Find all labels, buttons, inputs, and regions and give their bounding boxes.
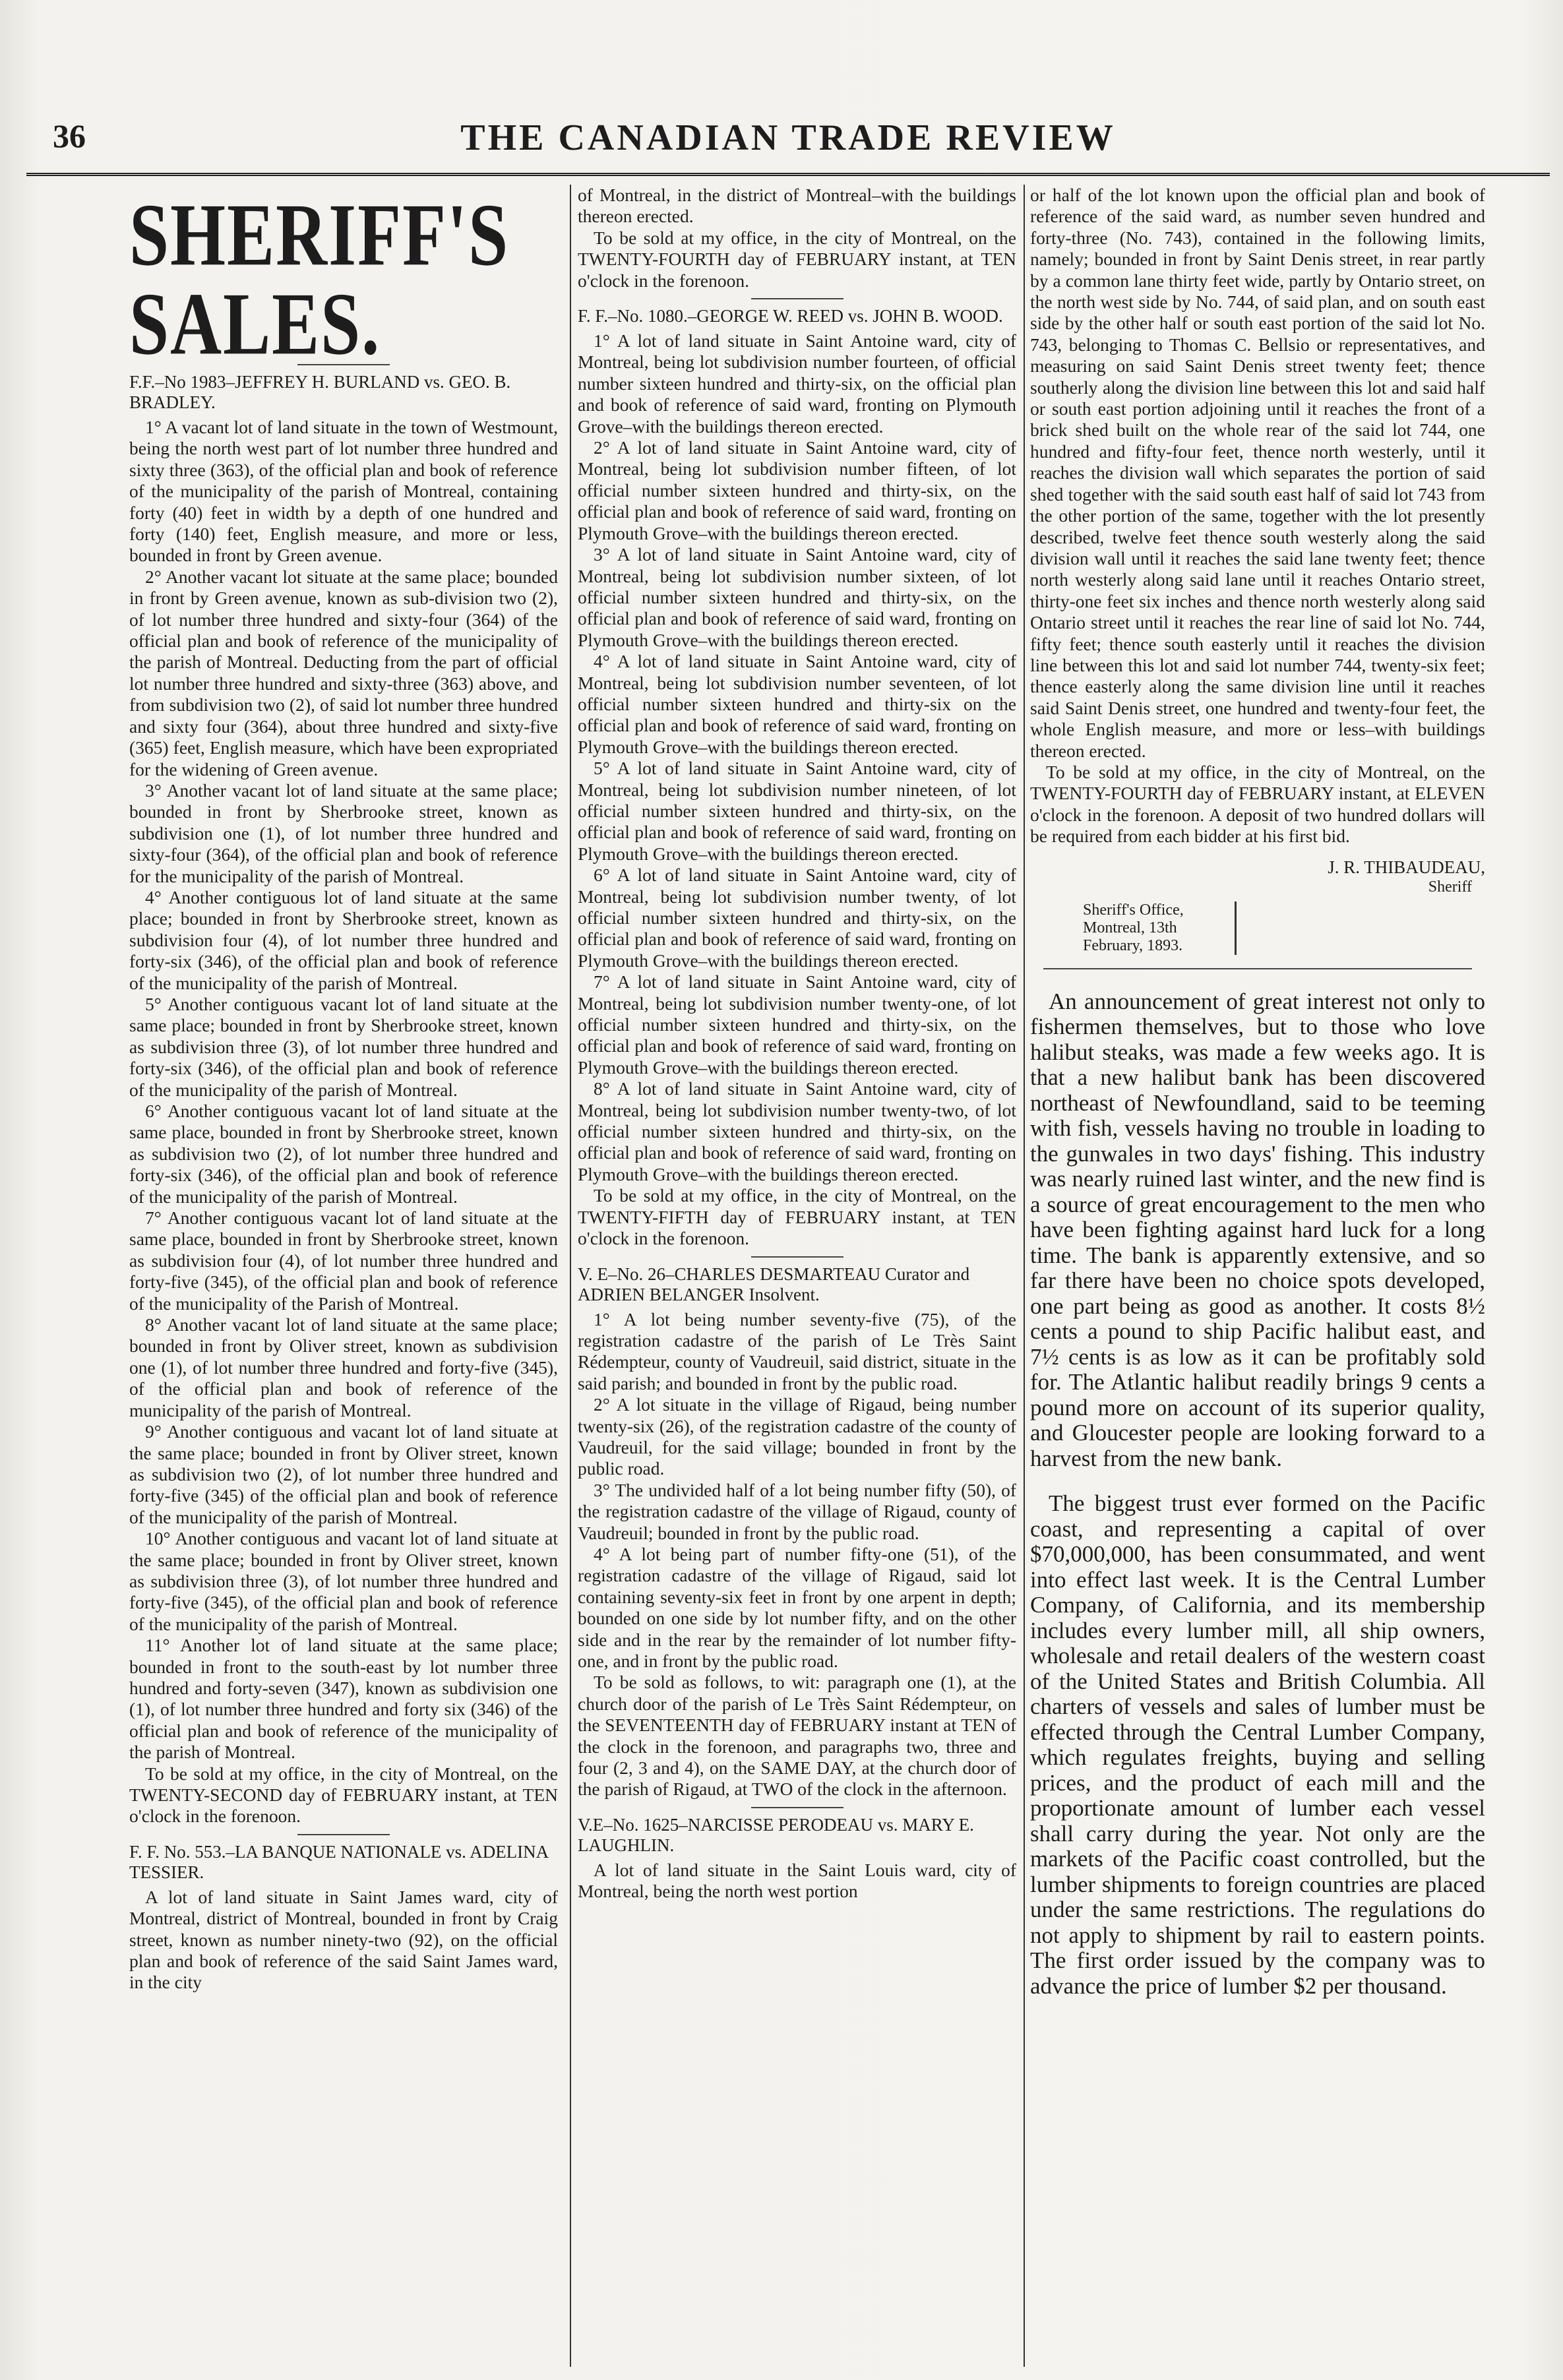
sale-notice: To be sold at my office, in the city of Montreal, on the TWENTY-SECOND day of FEBRUARY instant, at TEN o'clock in the forenoon.: [129, 1763, 558, 1827]
legal-paragraph: or half of the lot known upon the official plan and book of reference of the said ward, as number seven hundred and forty-three (No. 743), contained in the following limits, namely; bounded in front by Saint Denis street, in rear partly by a common lane thirty feet wide, partly by Ontario street, on the north west side by No. 744, of said plan, and on south east side by the other half or south east portion of the said lot No. 743, belonging to Thomas C. Bellsio or representatives, and measuring on said Saint Denis street twenty feet; thence southerly along the division line between this lot and said half or south east portion adjoining until it reaches the front of a brick shed built on the whole rear of the said lot 744, one hundred and fifty-four feet, thence north westerly, until it reaches the division wall which separates the portion of said shed together with the said south east half of said lot 743 from the other portion of the same, together with the lot presently described, twelve feet thence south westerly along the said division wall until it reaches the said lane twenty feet; thence north westerly along said lane until it reaches Ontario street, thirty-one feet six inches and thence north westerly along said Ontario street until it reaches the rear line of said lot No. 744, fifty feet; thence south easterly until it reaches the division line between this lot and said lot number 744, twenty-six feet; thence easterly along the same division line until it reaches said Saint Denis street, one hundred and twenty-four feet, the whole English measure, and more or less–with buildings thereon erected.: [1030, 185, 1485, 761]
case-heading: V. E–No. 26–CHARLES DESMARTEAU Curator and ADRIEN BELANGER Insolvent.: [578, 1264, 970, 1304]
legal-paragraph: 8° Another vacant lot of land situate at the same place; bounded in front by Oliver street, known as subdivision one (1), of lot number three hundred and forty-five (345), of the official plan and book of reference of the municipality of the parish of Montreal.: [129, 1314, 558, 1420]
legal-paragraph: A lot of land situate in the Saint Louis ward, city of Montreal, being the north west portion: [578, 1859, 1016, 1902]
legal-paragraph: 3° The undivided half of a lot being number fifty (50), of the registration cadastre of the village of Rigaud, county of Vaudreuil; bounded in front by the public road.: [578, 1479, 1016, 1543]
page-number: 36: [53, 117, 86, 154]
legal-paragraph: 6° Another contiguous vacant lot of land situate at the same place, bounded in front by Sherbrooke street, known as subdivision two (2), of lot number three hundred and forty-six (346), of the official plan and book of reference of the municipality of the parish of Montreal.: [129, 1101, 558, 1207]
legal-paragraph: 3° Another vacant lot of land situate at the same place; bounded in front by Sherbrooke street, known as subdivision one (1), of lot number three hundred and sixty-four (364), of the official plan and book of reference for the municipality of the parish of Montreal.: [129, 779, 558, 886]
legal-paragraph: of Montreal, in the district of Montreal–with the buildings thereon erected.: [578, 185, 1016, 227]
legal-paragraph: 7° A lot of land situate in Saint Antoine ward, city of Montreal, being lot subdivision number twenty-one, of lot official number sixteen hundred and thirty-six, on the official plan and book of reference of said ward, fronting on Plymouth Grove–with the buildings thereon erected.: [578, 971, 1016, 1078]
case-heading: V.E–No. 1625–NARCISSE PERODEAU vs. MARY E. LAUGHLIN.: [578, 1814, 974, 1855]
page-header: [40, 102, 1537, 175]
legal-paragraph: 7° Another contiguous vacant lot of land situate at the same place, bounded in front by Sherbrooke street, known as subdivision four (4), of lot number three hundred and forty-five (345), of the official plan and book of reference of the municipality of the Parish of Montreal.: [129, 1207, 558, 1314]
masthead-title: THE CANADIAN TRADE REVIEW: [460, 117, 1116, 158]
sale-notice: To be sold at my office, in the city of Montreal, on the TWENTY-FIFTH day of FEBRUARY instant, at TEN o'clock in the forenoon.: [578, 1185, 1016, 1249]
case-heading: F. F. No. 553.–LA BANQUE NATIONALE vs. ADELINA TESSIER.: [129, 1841, 548, 1882]
divider: [751, 1256, 843, 1258]
sheriff-title: Sheriff: [1428, 878, 1472, 896]
legal-paragraph: 2° Another vacant lot situate at the same place; bounded in front by Green avenue, known as sub-division two (2), of lot number three hundred and sixty-four (364) of the official plan and book of reference of the municipality of the parish of Montreal. Deducting from the part of official lot number three hundred and sixty-three (363) above, and from subdivision two (2), of said lot number three hundred and sixty four (364), about three hundred and sixty-five (365) feet, English measure, which have been expropriated for the widening of Green avenue.: [129, 566, 558, 779]
divider: [751, 1807, 843, 1808]
sale-notice: To be sold as follows, to wit: paragraph one (1), at the church door of the parish of Le Très Saint Rédempteur, on the SEVENTEENTH day of FEBRUARY instant at TEN of the clock in the forenoon, and paragraphs two, three and four (2, 3 and 4), on the SAME DAY, at the church door of the parish of Rigaud, at TWO of the clock in the afternoon.: [578, 1672, 1016, 1800]
header-rule: [26, 173, 1550, 176]
divider: [751, 298, 843, 299]
case-heading: F. F.–No. 1080.–GEORGE W. REED vs. JOHN B. WOOD.: [578, 306, 1003, 326]
news-paragraph: The biggest trust ever formed on the Pacific coast, and representing a capital of over $70,000,000, has been consummated, and went into effect last week. It is the Central Lumber Company, of California, and its membership includes every lumber mill, all ship owners, wholesale and retail dealers of the western coast of the United States and British Columbia. All charters of vessels and sales of lumber must be effected through the Central Lumber Company, which regulates freights, buying and selling prices, and the product of each mill and the proportionate amount of lumber each vessel shall carry during the year. Not only are the markets of the Pacific coast controlled, but the lumber shipments to foreign countries are placed under the same restrictions. The regulations do not apply to shipment by rail to eastern points. The first order issued by the company was to advance the price of lumber $2 per thousand.: [1030, 1490, 1485, 1999]
column-divider: [570, 185, 571, 2367]
legal-paragraph: 8° A lot of land situate in Saint Antoine ward, city of Montreal, being lot subdivision number twenty-two, of lot official number sixteen hundred and thirty-six, on the official plan and book of reference of said ward, fronting on Plymouth Grove–with the buildings thereon erected.: [578, 1078, 1016, 1184]
legal-paragraph: 11° Another lot of land situate at the same place; bounded in front to the south-east by lot number three hundred and forty-seven (347), known as subdivision one (1), of lot number three hundred and forty six (346) of the official plan and book of reference of the municipality of the parish of Montreal.: [129, 1635, 558, 1763]
news-paragraph: An announcement of great interest not only to fishermen themselves, but to those who love halibut steaks, was made a few weeks ago. It is that a new halibut bank has been discovered northeast of Newfoundland, said to be teeming with fish, vessels having no trouble in loading to the gunwales in two days' fishing. This industry was nearly ruined last winter, and the new find is a source of great encouragement to the men who have been fighting against hard luck for a long time. The bank is apparently extensive, and so far there have been no choice spots developed, one part being as good as another. It costs 8½ cents a pound to ship Pacific halibut east, and 7½ cents is as low as it can be profitably sold for. The Atlantic halibut readily brings 9 cents a pound more on account of its superior quality, and Gloucester people are looking forward to a harvest from the new bank.: [1030, 988, 1485, 1471]
legal-paragraph: 2° A lot of land situate in Saint Antoine ward, city of Montreal, being lot subdivision number fifteen, of lot official number sixteen hundred and thirty-six, on the official plan and book of reference of said ward, fronting on Plymouth Grove–with the buildings thereon erected.: [578, 437, 1016, 543]
office-note: Sheriff's Office, Montreal, 13th February, 1893.: [1083, 901, 1237, 955]
legal-paragraph: 4° A lot of land situate in Saint Antoine ward, city of Montreal, being lot subdivision number seventeen, of lot official number sixteen hundred and thirty-six on the official plan and book of reference of said ward, fronting on Plymouth Grove–with the buildings thereon erected.: [578, 651, 1016, 757]
legal-paragraph: 1° A vacant lot of land situate in the town of Westmount, being the north west part of lot number three hundred and sixty three (363), of the official plan and book of reference of the municipality of the parish of Montreal, containing forty (40) feet in width by a depth of one hundred and forty (140) feet, English measure, and more or less, bounded in front by Green avenue.: [129, 417, 558, 566]
legal-paragraph: 5° A lot of land situate in Saint Antoine ward, city of Montreal, being lot subdivision number nineteen, of lot official number sixteen hundred and thirty-six, on the official plan and book of reference of said ward, fronting on Plymouth Grove–with the buildings thereon erected.: [578, 758, 1016, 864]
legal-paragraph: 2° A lot situate in the village of Rigaud, being number twenty-six (26), of the registration cadastre of the county of Vaudreuil, for the said village; bounded in front by the public road.: [578, 1394, 1016, 1479]
column-right: [1030, 185, 1485, 2367]
legal-paragraph: 5° Another contiguous vacant lot of land situate at the same place; bounded in front by Sherbrooke street, known as subdivision three (3), of lot number three hundred and forty-six (346), of the official plan and book of reference of the municipality of the parish of Montreal.: [129, 993, 558, 1100]
legal-paragraph: 1° A lot of land situate in Saint Antoine ward, city of Montreal, being lot subdivision number fourteen, of official number sixteen hundred and thirty-six, on the official plan and book of reference of said ward, fronting on Plymouth Grove–with the buildings thereon erected.: [578, 330, 1016, 437]
section-title: SHERIFF'S SALES.: [129, 186, 510, 374]
column-left: [129, 185, 558, 2367]
sale-notice: To be sold at my office, in the city of Montreal, on the TWENTY-FOURTH day of FEBRUARY instant, at ELEVEN o'clock in the forenoon. A deposit of two hundred dollars will be required from each bidder at his first bid.: [1030, 761, 1485, 847]
legal-paragraph: 3° A lot of land situate in Saint Antoine ward, city of Montreal, being lot subdivision number sixteen, of lot official number sixteen hundred and thirty-six, on the official plan and book of reference of said ward, fronting on Plymouth Grove–with the buildings thereon erected.: [578, 544, 1016, 650]
legal-paragraph: 6° A lot of land situate in Saint Antoine ward, city of Montreal, being lot subdivision number twenty, of lot official number sixteen hundred and thirty-six, on the official plan and book of reference of said ward, fronting on Plymouth Grove–with the buildings thereon erected.: [578, 865, 1016, 971]
case-heading: F.F.–No 1983–JEFFREY H. BURLAND vs. GEO. B. BRADLEY.: [129, 372, 511, 412]
legal-paragraph: 4° A lot being part of number fifty-one (51), of the registration cadastre of the village of Rigaud, said lot containing seventy-six feet in front by one arpent in depth; bounded on one side by lot number fifty, and on the other side and in the rear by the remainder of lot number fifty-one, and in front by the public road.: [578, 1543, 1016, 1671]
legal-paragraph: 1° A lot being number seventy-five (75), of the registration cadastre of the parish of Le Très Saint Rédempteur, county of Vaudreuil, said district, situate in the said parish; and bounded in front by the public road.: [578, 1308, 1016, 1393]
legal-paragraph: A lot of land situate in Saint James ward, city of Montreal, district of Montreal, bounded in front by Craig street, known as number ninety-two (92), on the official plan and book of reference of the said Saint James ward, in the city: [129, 1886, 558, 1993]
divider: [1043, 968, 1472, 969]
column-divider: [1024, 185, 1025, 2367]
sheriff-name: J. R. THIBAUDEAU,: [1328, 857, 1485, 877]
sale-notice: To be sold at my office, in the city of Montreal, on the TWENTY-FOURTH day of FEBRUARY instant, at TEN o'clock in the forenoon.: [578, 227, 1016, 291]
legal-paragraph: 4° Another contiguous lot of land situate at the same place; bounded in front by Sherbrooke street, known as subdivision four (4), of lot number three hundred and forty-six (346), of the official plan and book of reference of the municipality of the parish of Montreal.: [129, 886, 558, 993]
column-middle: [578, 185, 1016, 2367]
divider: [297, 1834, 390, 1835]
legal-paragraph: 9° Another contiguous and vacant lot of land situate at the same place; bounded in front by Oliver street, known as subdivision two (2), of lot number three hundred and forty-five (345) of the official plan and book of reference of the municipality of the parish of Montreal.: [129, 1421, 558, 1527]
legal-paragraph: 10° Another contiguous and vacant lot of land situate at the same place; bounded in front by Oliver street, known as subdivision three (3), of lot number three hundred and forty-five (345), of the official plan and book of reference of the municipality of the parish of Montreal.: [129, 1528, 558, 1634]
